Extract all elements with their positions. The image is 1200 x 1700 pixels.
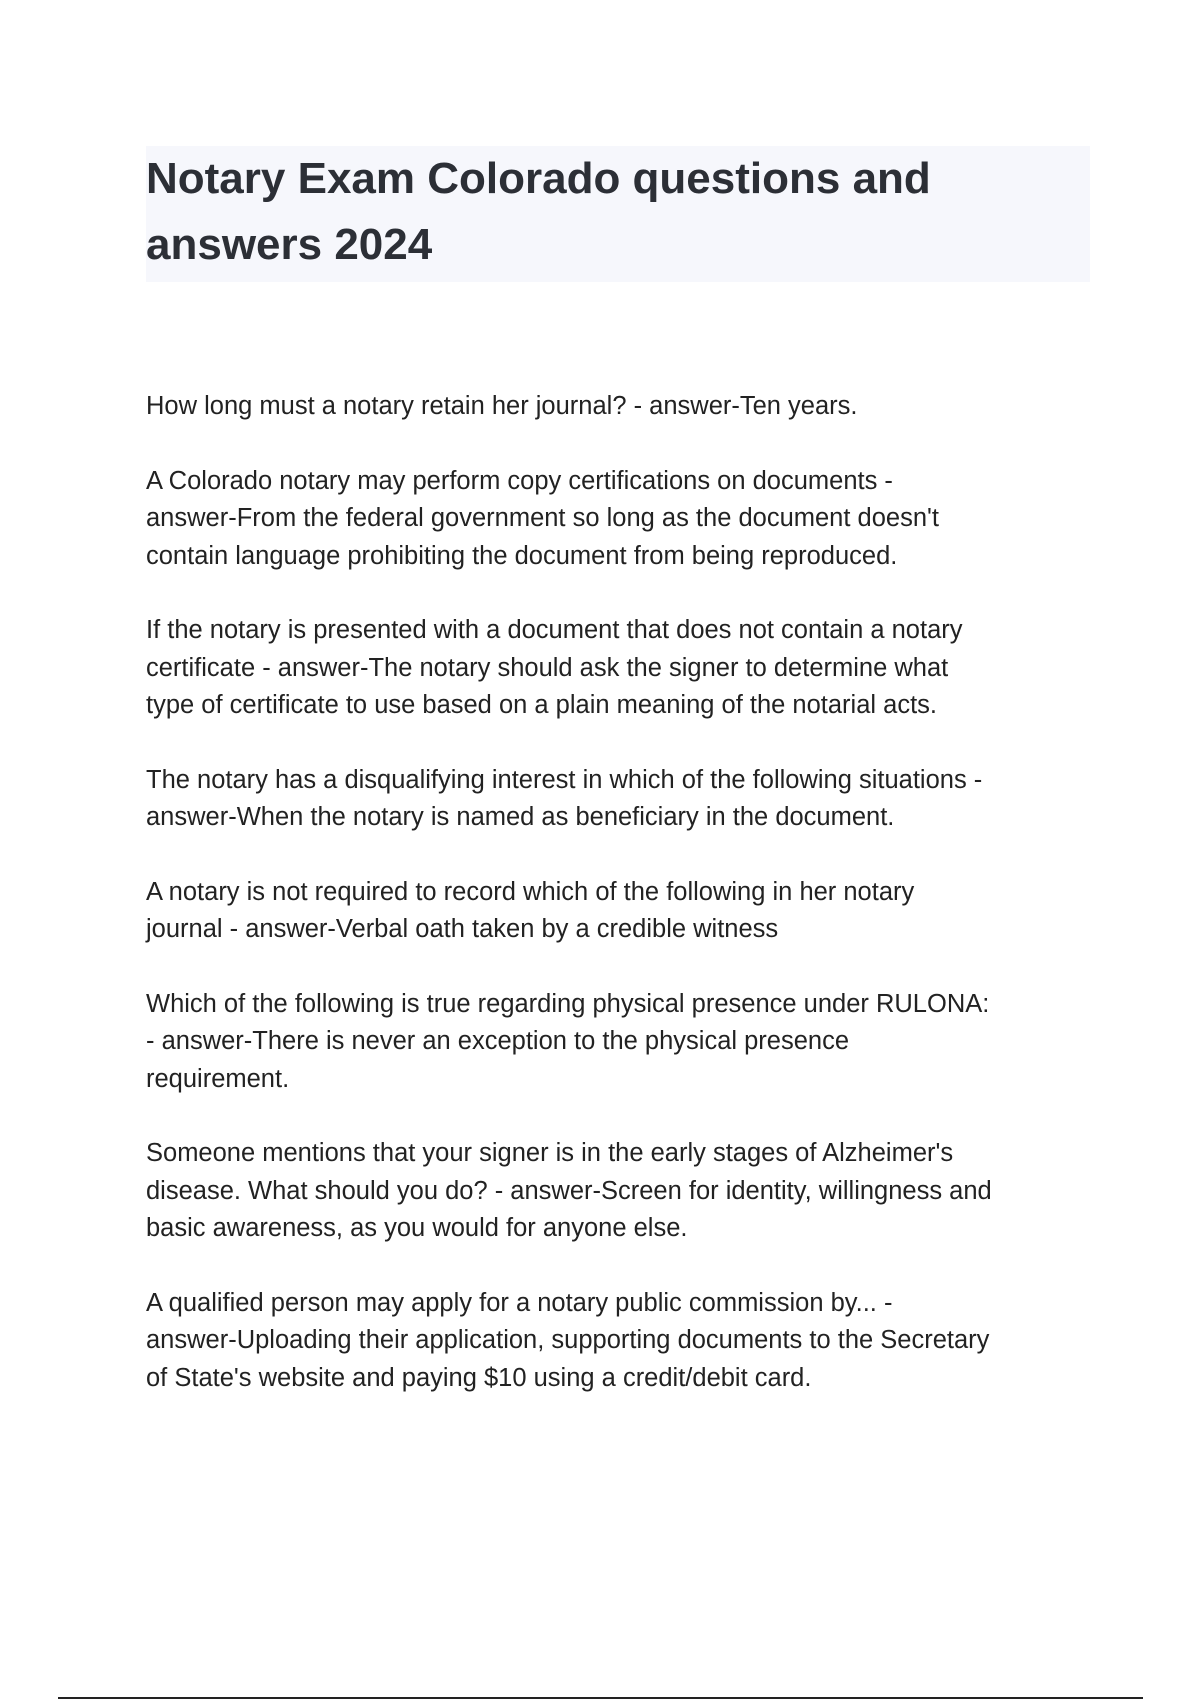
footer-divider <box>58 1697 1143 1699</box>
qa-item: A notary is not required to record which of the following in her notary journal - answer-Verbal oath taken by a credible witness <box>146 877 915 943</box>
qa-item: The notary has a disqualifying interest in which of the following situations - answer-When the notary is named as beneficiary in the document. <box>146 765 983 831</box>
qa-item: If the notary is presented with a document that does not contain a notary certificate - answer-The notary should ask the signer to determine what type of certificate to use based on a plain meaning of the notarial acts. <box>146 616 963 719</box>
qa-item: Which of the following is true regarding physical presence under RULONA: - answer-There is never an exception to the physical presence requirement. <box>146 989 990 1093</box>
page-title: Notary Exam Colorado questions and answers 2024 <box>146 154 931 269</box>
qa-item: A qualified person may apply for a notary public commission by... - answer-Uploading their application, supporting documents to the Secretary of State's website and paying $10 using a credit/debit card. <box>146 1288 990 1392</box>
qa-item: How long must a notary retain her journal? - answer-Ten years. <box>146 392 858 420</box>
qa-list <box>146 388 1096 1434</box>
qa-item: Someone mentions that your signer is in the early stages of Alzheimer's disease. What should you do? - answer-Screen for identity, willingness and basic awareness, as you would for anyone else. <box>146 1139 992 1242</box>
title-block <box>146 146 1090 282</box>
qa-item: A Colorado notary may perform copy certifications on documents - answer-From the federal government so long as the document doesn't contain language prohibiting the document from being reproduced. <box>146 466 939 570</box>
